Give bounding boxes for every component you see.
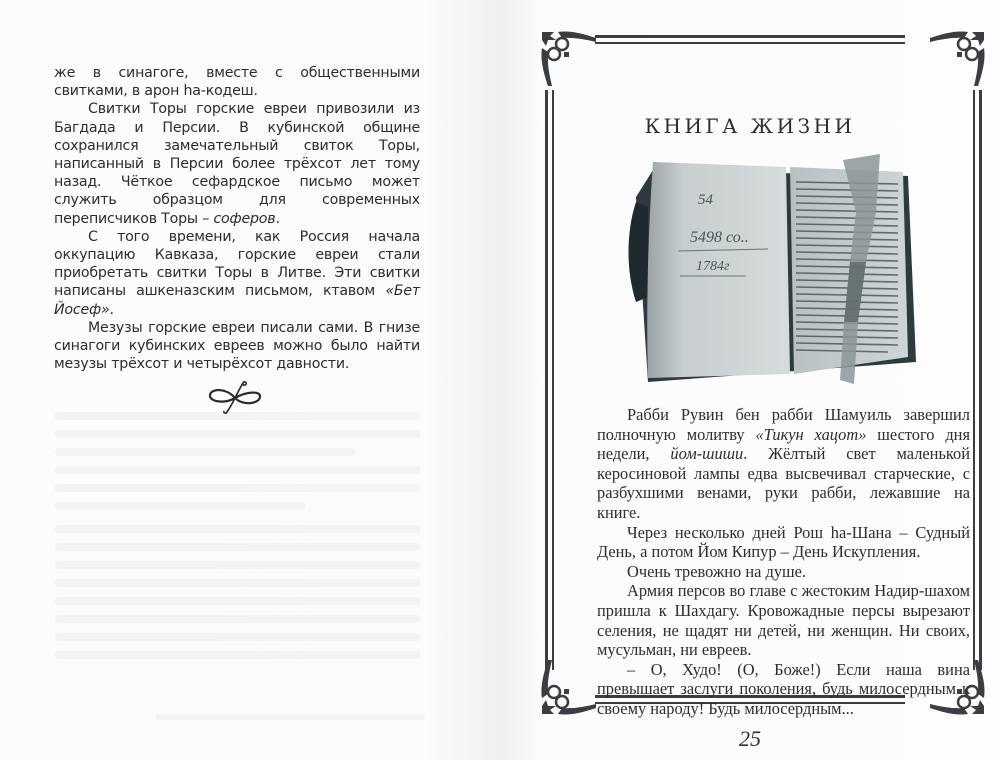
bleed-through [55,579,420,587]
bleed-through [55,466,420,474]
text-run: – О, Худо! (О, Боже!) Если наша вина превышает заслуги поколения, будь милосердным к своему народу! Будь милосердным... [597,659,970,718]
paragraph [597,660,970,719]
paragraph [54,319,420,374]
page-number: 25 [739,726,761,751]
bleed-through [55,561,420,569]
paragraph [54,228,420,319]
corner-ornament-icon [930,30,986,86]
text-run: Мезузы горские евреи писали сами. В гнизе синагоги кубинских евреев можно было найти мезузы трёхсот и четырёхсот давности. [54,319,420,373]
flourish-ornament-icon [205,380,265,416]
paragraph [597,562,970,582]
old-manuscript-photo [618,152,920,387]
text-run: Через несколько дней Рош hа-Шана – Судный День, а потом Йом Кипур – День Искупления. [597,522,970,562]
corner-ornament-icon [540,660,596,716]
text-run: Армия персов во главе с жестоким Надир-шахом пришла к Шахдагу. Кровожадные персы вырезают селения, не щадят ни детей, ни женщин. Ни своих, мусульман, ни евреев. [597,581,970,660]
bleed-through [55,651,420,659]
text-run: шестого дня недели, [597,424,970,464]
text-run: Рабби Рувин бен рабби Шамуиль завершил полночную молитву [597,405,970,444]
right-body-text [597,405,970,719]
text-run: же в синагоге, вместе с общественными свитками, в арон hа-кодеш. [54,65,420,100]
paragraph [597,405,970,523]
svg-text:5498 со..: 5498 со.. [690,229,749,246]
paragraph [54,100,420,227]
text-run: Очень тревожно на душе. [627,561,807,581]
bleed-through [55,448,355,456]
text-run: . Жёлтый свет маленькой керосиновой лампы едва высвечивал старческие, с разбухшими венами, руки рабби, лежавшие на книге. [597,444,971,522]
bleed-through [55,525,420,533]
bleed-through [55,502,305,510]
left-body-text [54,64,420,373]
svg-text:54: 54 [698,192,713,208]
bleed-through [55,633,420,641]
italic-term: «Тикун хацот» [755,424,867,444]
text-run: С того времени, как Россия начала оккупацию Кавказа, горские евреи стали приобретать свитки Торы в Литве. Эти свитки написаны ашкеназским письмом, ктавом [54,228,420,300]
chapter-title: КНИГА ЖИЗНИ [644,114,856,139]
paragraph [597,523,970,562]
paragraph [54,64,420,100]
italic-term: йом-шиши [670,444,744,464]
bleed-through [55,543,420,551]
text-run: Свитки Торы горские евреи привозили из Багдада и Персии. В кубинской общине сохранился замечательный свиток Торы, написанный в Персии более трёхсот лет тому назад. Чёткое сефардское письмо может служить образцом для современных переписчиков Торы – [54,101,420,227]
italic-term: «Бет Йосеф» [54,283,420,318]
bleed-through [55,597,420,605]
bleed-through [55,430,420,438]
svg-text:1784г: 1784г [696,259,730,274]
bleed-through [55,615,420,623]
paragraph [597,581,970,659]
text-run: . [109,301,114,318]
italic-term: соферов [213,210,276,227]
corner-ornament-icon [540,30,596,86]
bleed-through [55,484,420,492]
text-run: . [275,210,280,227]
bleed-through [155,714,425,720]
